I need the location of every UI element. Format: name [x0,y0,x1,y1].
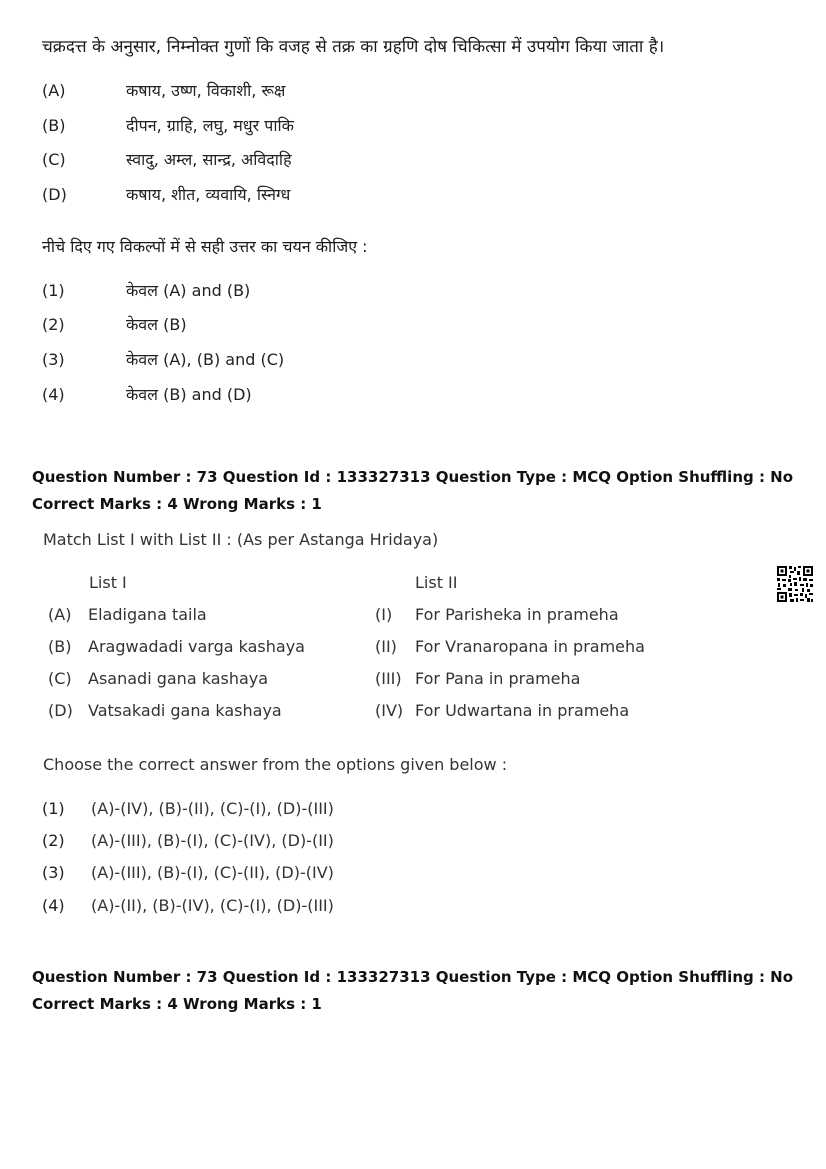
match-row [48,669,688,693]
list-1-header: List I [89,573,127,592]
list-1-label: (B) [48,637,72,656]
match-row [48,605,688,629]
answer-option[interactable] [42,893,334,917]
option-text: केवल (B) and (D) [126,385,252,404]
option-text: केवल (A) and (B) [126,281,251,300]
option-text: (A)-(III), (B)-(I), (C)-(IV), (D)-(II) [91,830,334,850]
list-1-item: Asanadi gana kashaya [88,669,269,688]
option-label: (1) [42,798,65,818]
option-label: (2) [42,314,65,334]
list-2-label: (III) [375,669,402,688]
question-meta-line: Question Number : 73 Question Id : 133327313 Question Type : MCQ Option Shuffling : No [32,968,794,986]
statement-label: (C) [42,149,66,169]
statement-label: (D) [42,184,67,204]
option-label: (3) [42,349,65,369]
statement-item [42,113,294,137]
option-text: (A)-(II), (B)-(IV), (C)-(I), (D)-(III) [91,895,334,915]
qr-code-icon [776,565,814,603]
list-1-label: (C) [48,669,72,688]
english-instruction: Choose the correct answer from the options given below : [43,755,508,774]
hindi-instruction: नीचे दिए गए विकल्पों में से सही उत्तर का चयन कीजिए : [42,237,368,256]
option-text: केवल (A), (B) and (C) [126,350,285,369]
option-label: (1) [42,280,65,300]
hindi-question-text: चक्रदत्त के अनुसार, निम्नोक्त गुणों कि वजह से तक्र का ग्रहणि दोष चिकित्सा में उपयोग किया जाता है। [42,37,665,57]
statement-text: स्वादु, अम्ल, सान्द्र, अविदाहि [126,150,292,169]
list-1-item: Vatsakadi gana kashaya [88,701,282,720]
statement-label: (B) [42,115,66,135]
answer-option[interactable] [42,860,334,884]
option-text: (A)-(IV), (B)-(II), (C)-(I), (D)-(III) [91,798,334,818]
option-label: (2) [42,830,65,850]
list-2-label: (I) [375,605,393,624]
option-text: (A)-(III), (B)-(I), (C)-(II), (D)-(IV) [91,862,334,882]
statement-text: कषाय, उष्ण, विकाशी, रूक्ष [126,81,286,100]
match-row [48,637,688,661]
list-1-item: Eladigana taila [88,605,207,624]
option-text: केवल (B) [126,315,187,334]
list-2-item: For Parisheka in prameha [415,605,619,624]
option-label: (4) [42,895,65,915]
statement-item [42,147,292,171]
answer-option[interactable] [42,347,284,371]
statement-item [42,78,285,102]
list-1-label: (A) [48,605,72,624]
english-question-text: Match List I with List II : (As per Astanga Hridaya) [43,530,439,549]
answer-option[interactable] [42,828,334,852]
option-label: (3) [42,862,65,882]
marks-meta-line: Correct Marks : 4 Wrong Marks : 1 [32,495,322,513]
answer-option[interactable] [42,382,252,406]
answer-option[interactable] [42,278,250,302]
statement-text: कषाय, शीत, व्यवायि, स्निग्ध [126,185,291,204]
statement-item [42,182,290,206]
list-2-header: List II [415,573,458,592]
marks-meta-line: Correct Marks : 4 Wrong Marks : 1 [32,995,322,1013]
list-2-item: For Pana in prameha [415,669,581,688]
list-2-item: For Vranaropana in prameha [415,637,645,656]
statement-label: (A) [42,80,66,100]
option-label: (4) [42,384,65,404]
list-2-label: (IV) [375,701,404,720]
statement-text: दीपन, ग्राहि, लघु, मधुर पाकि [126,116,294,135]
list-2-label: (II) [375,637,397,656]
list-1-label: (D) [48,701,73,720]
list-2-item: For Udwartana in prameha [415,701,630,720]
list-1-item: Aragwadadi varga kashaya [88,637,305,656]
question-meta-line: Question Number : 73 Question Id : 133327313 Question Type : MCQ Option Shuffling : No [32,468,794,486]
answer-option[interactable] [42,312,187,336]
answer-option[interactable] [42,796,334,820]
match-row [48,701,688,725]
